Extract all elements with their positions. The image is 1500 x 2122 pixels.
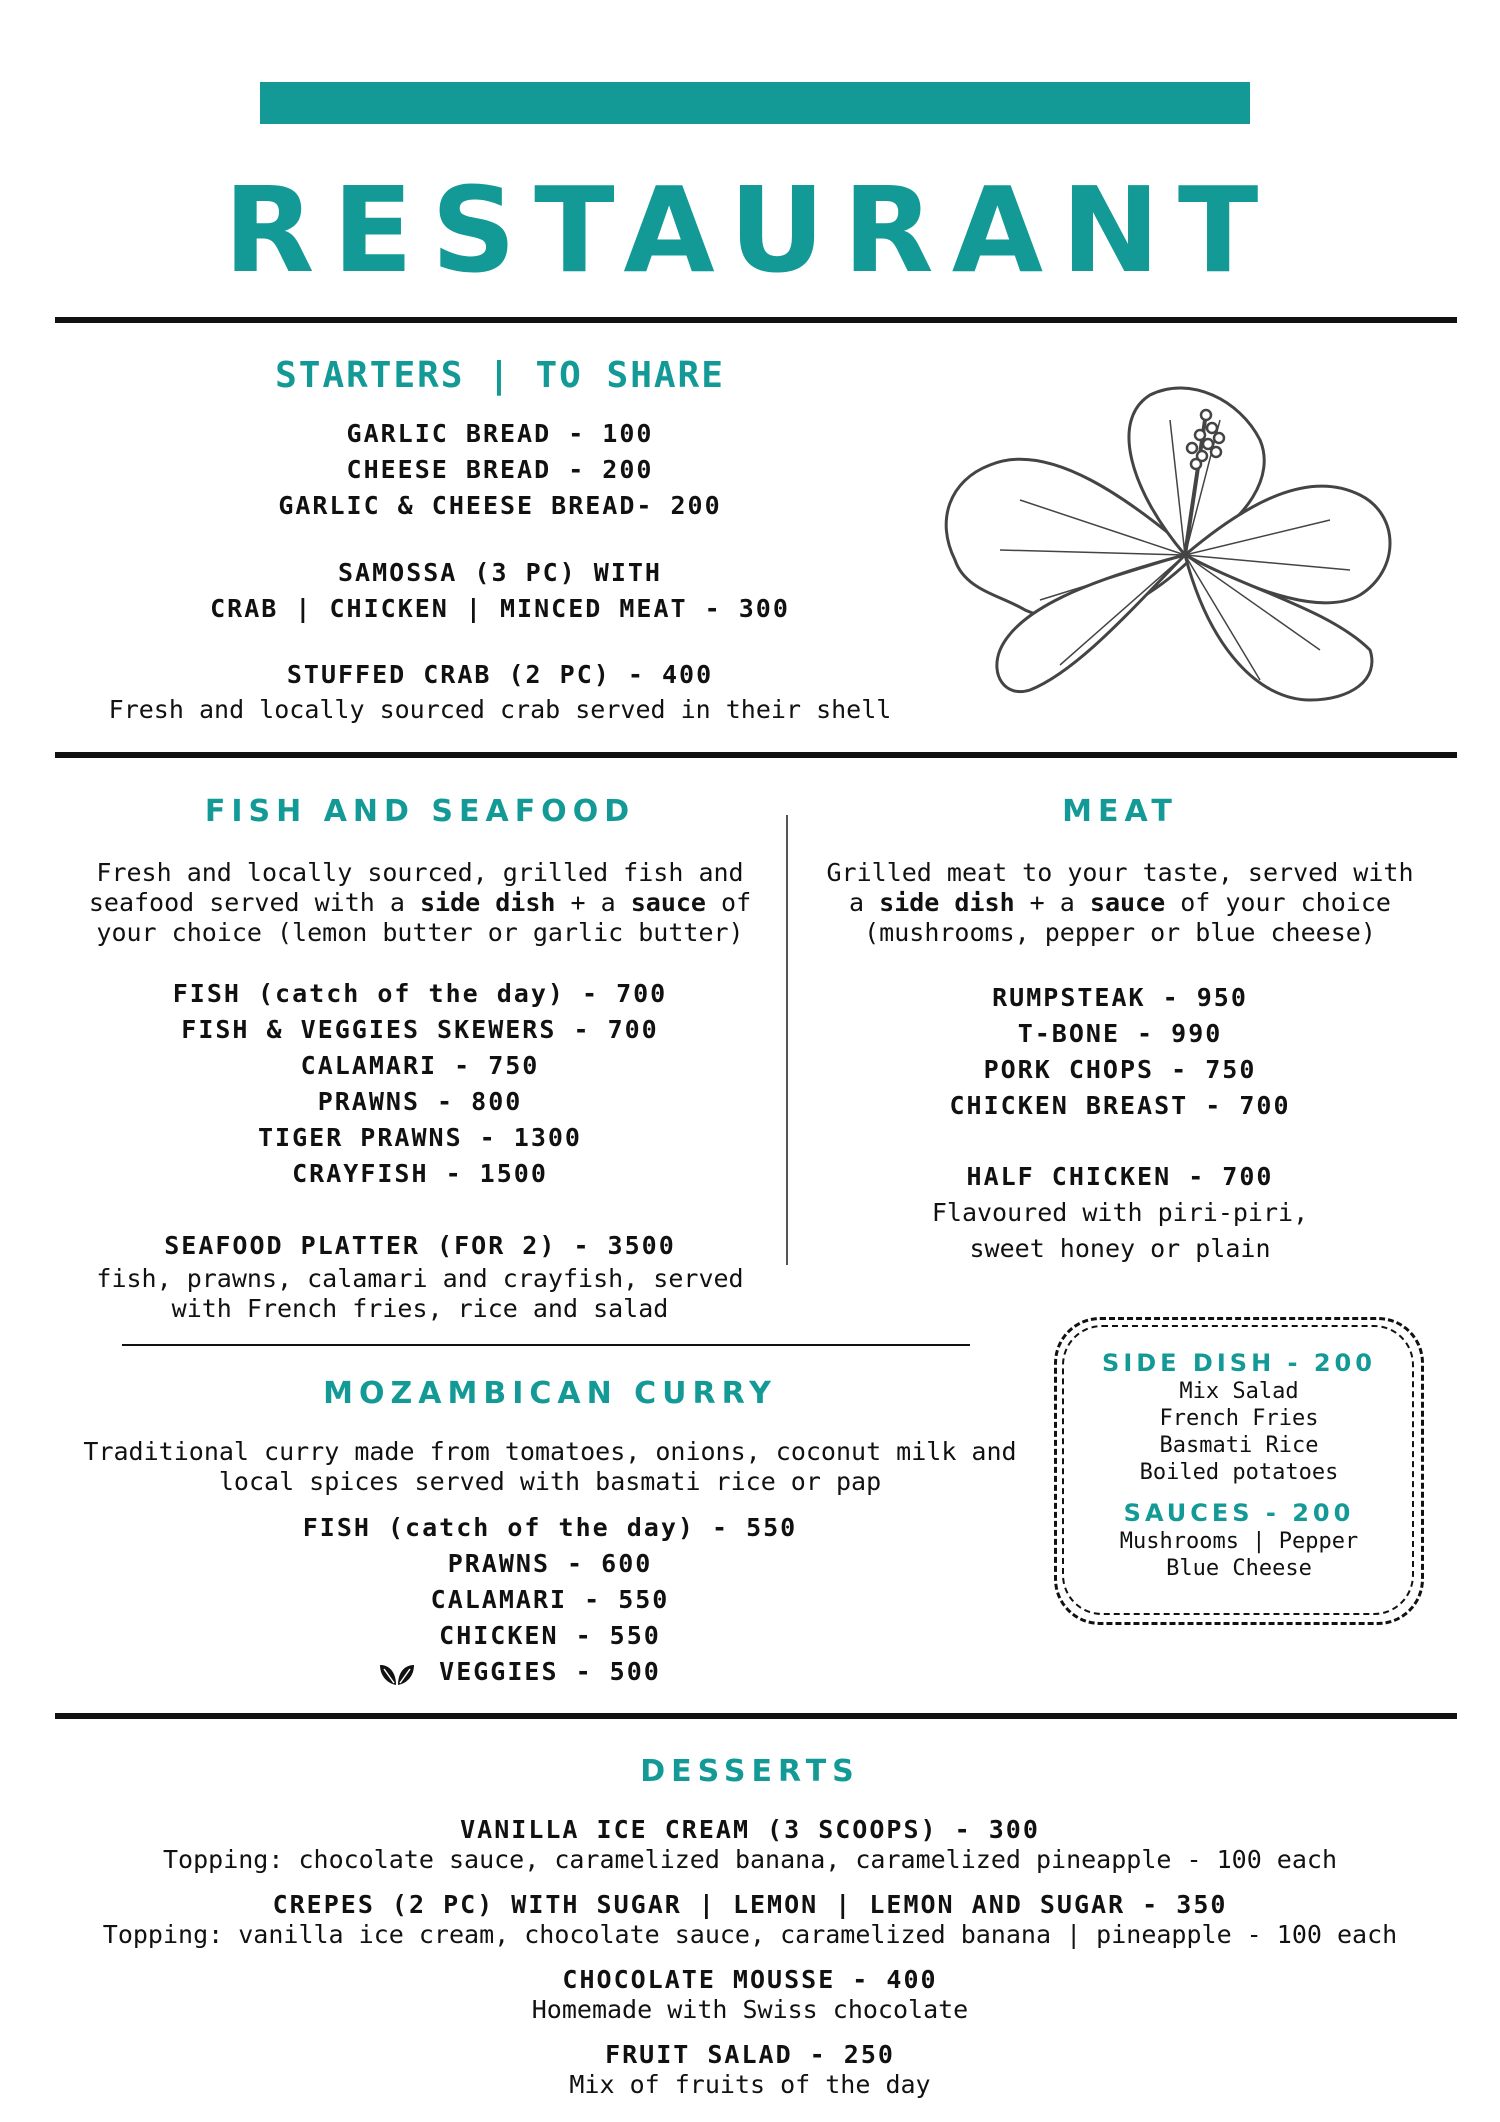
menu-item: SEAFOOD PLATTER (FOR 2) - 3500 (164, 1231, 676, 1260)
menu-item: CRAYFISH - 1500 (292, 1159, 548, 1188)
side-dish-heading: SIDE DISH - 200 (1102, 1349, 1376, 1377)
menu-item-description: with French fries, rice and salad (171, 1294, 669, 1323)
starters-stuffed-crab (0, 657, 1000, 727)
dessert-description: Mix of fruits of the day (569, 2070, 931, 2099)
dessert-name: CREPES (2 PC) WITH SUGAR | LEMON | LEMON AND SUGAR - 350 (272, 1890, 1228, 1919)
half-chicken (800, 1159, 1440, 1267)
column-divider (786, 815, 788, 1265)
menu-item: PRAWNS - 600 (447, 1549, 653, 1578)
menu-item: CHEESE BREAD - 200 (346, 455, 654, 484)
sauce-item: Blue Cheese (1166, 1556, 1312, 1581)
dessert-4 (0, 2040, 1500, 2100)
menu-item: GARLIC & CHEESE BREAD- 200 (278, 491, 722, 520)
menu-item: CHICKEN BREAST - 700 (949, 1091, 1291, 1120)
description-line: (mushrooms, pepper or blue cheese) (864, 918, 1376, 947)
fish-seafood-heading: FISH AND SEAFOOD (204, 794, 636, 829)
starters-samossa (0, 555, 1000, 627)
divider-bottom (55, 1713, 1457, 1719)
side-item: French Fries (1159, 1406, 1319, 1431)
description-line: local spices served with basmati rice or pap (218, 1467, 882, 1496)
menu-item: PORK CHOPS - 750 (983, 1055, 1257, 1084)
dessert-3 (0, 1965, 1500, 2025)
meat-items (800, 980, 1440, 1124)
dessert-2 (0, 1890, 1500, 1950)
fish-seafood-description (40, 858, 800, 948)
side-item: Boiled potatoes (1139, 1460, 1339, 1485)
menu-item: PRAWNS - 800 (317, 1087, 523, 1116)
menu-item-description: fish, prawns, calamari and crayfish, served (96, 1264, 744, 1293)
fish-seafood-items (40, 976, 800, 1192)
description-line: Fresh and locally sourced, grilled fish and (96, 858, 744, 887)
seafood-platter (40, 1228, 800, 1324)
side-item: Basmati Rice (1159, 1433, 1319, 1458)
menu-item: T-BONE - 990 (1017, 1019, 1223, 1048)
curry-heading: MOZAMBICAN CURRY (323, 1376, 777, 1411)
starters-breads (0, 416, 1000, 524)
dessert-name: VANILLA ICE CREAM (3 SCOOPS) - 300 (460, 1815, 1040, 1844)
top-accent-bar (260, 82, 1250, 124)
menu-item: FISH & VEGGIES SKEWERS - 700 (181, 1015, 659, 1044)
desserts-heading: DESSERTS (640, 1754, 860, 1789)
menu-item: VEGGIES - 500 (439, 1657, 661, 1686)
menu-item: CRAB | CHICKEN | MINCED MEAT - 300 (210, 594, 790, 623)
menu-item: GARLIC BREAD - 100 (346, 419, 654, 448)
description-line: a side dish + a sauce of your choice (849, 888, 1391, 917)
curry-items (40, 1510, 1060, 1690)
page-title: RESTAURANT (223, 161, 1277, 299)
menu-item: FISH (catch of the day) - 700 (172, 979, 668, 1008)
hibiscus-flower-icon (930, 380, 1430, 710)
menu-item: CALAMARI - 550 (430, 1585, 670, 1614)
menu-item: STUFFED CRAB (2 PC) - 400 (286, 660, 714, 689)
dessert-1 (0, 1815, 1500, 1875)
description-line: seafood served with a side dish + a sauce of (88, 888, 752, 917)
meat-heading: MEAT (1062, 794, 1178, 829)
menu-item: RUMPSTEAK - 950 (992, 983, 1248, 1012)
sauces-heading: SAUCES - 200 (1123, 1499, 1355, 1527)
side-item: Mix Salad (1179, 1379, 1299, 1404)
menu-item-description: sweet honey or plain (969, 1234, 1271, 1263)
leaf-icon (378, 1661, 416, 1687)
meat-description (800, 858, 1440, 948)
divider-middle (55, 752, 1457, 758)
description-line: Grilled meat to your taste, served with (826, 858, 1414, 887)
sides-content (1054, 1348, 1424, 1582)
dessert-name: FRUIT SALAD - 250 (605, 2040, 895, 2069)
menu-item: SAMOSSA (3 PC) WITH (338, 558, 662, 587)
starters-heading: STARTERS | TO SHARE (275, 355, 725, 396)
dessert-description: Homemade with Swiss chocolate (531, 1995, 969, 2024)
divider-top (55, 317, 1457, 323)
menu-item: CHICKEN - 550 (439, 1621, 661, 1650)
menu-item-description: Fresh and locally sourced crab served in their shell (108, 695, 892, 724)
curry-description (40, 1437, 1060, 1497)
description-line: Traditional curry made from tomatoes, onions, coconut milk and (83, 1437, 1017, 1466)
dessert-description: Topping: vanilla ice cream, chocolate sauce, caramelized banana | pineapple - 100 each (102, 1920, 1398, 1949)
dessert-name: CHOCOLATE MOUSSE - 400 (562, 1965, 938, 1994)
sauce-item: Mushrooms | Pepper (1119, 1529, 1359, 1554)
menu-item: TIGER PRAWNS - 1300 (258, 1123, 582, 1152)
menu-item: FISH (catch of the day) - 550 (302, 1513, 798, 1542)
menu-item: CALAMARI - 750 (300, 1051, 540, 1080)
divider-curry (122, 1344, 970, 1346)
menu-item: HALF CHICKEN - 700 (966, 1162, 1274, 1191)
dessert-description: Topping: chocolate sauce, caramelized banana, caramelized pineapple - 100 each (163, 1845, 1337, 1874)
description-line: your choice (lemon butter or garlic butter) (96, 918, 744, 947)
menu-item-description: Flavoured with piri-piri, (931, 1198, 1309, 1227)
